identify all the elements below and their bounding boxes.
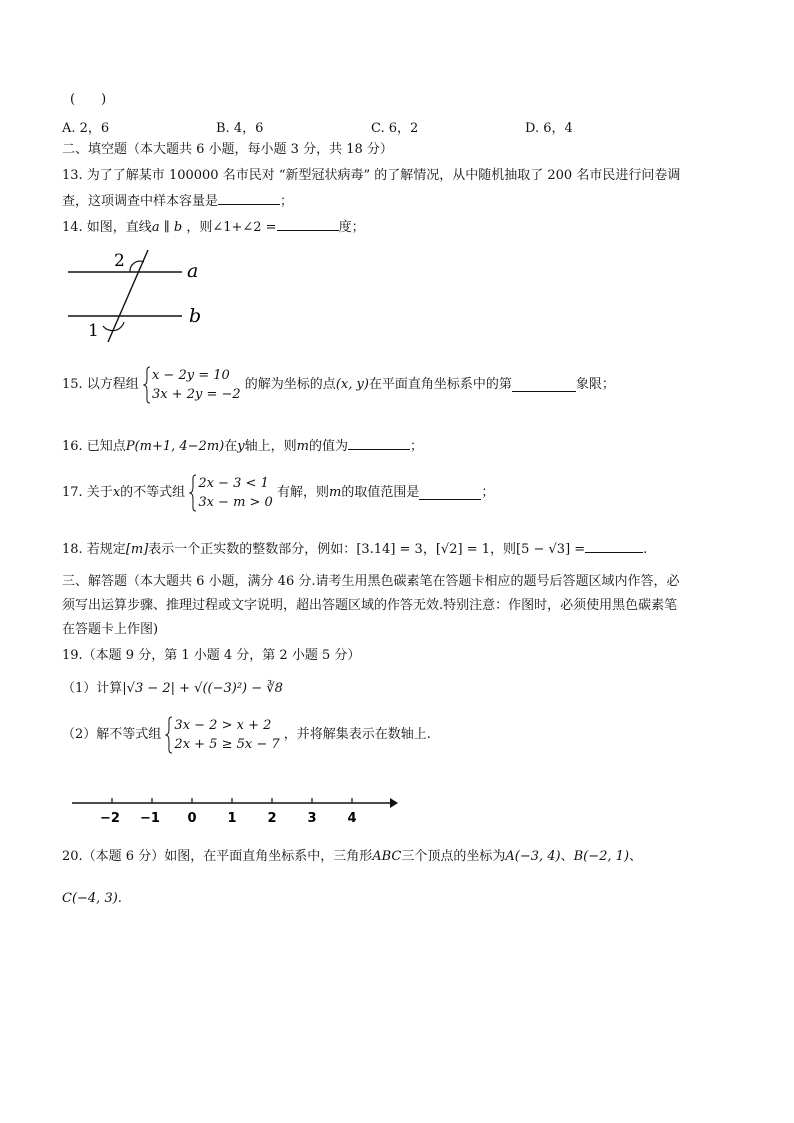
q16-mid: 在: [224, 439, 238, 454]
angle-label-2: 2: [114, 251, 125, 271]
tick-label: 2: [267, 811, 277, 826]
q15-prefix: 15. 以方程组: [62, 377, 139, 392]
tick-labels: [100, 811, 357, 826]
q20-point-c: C(−4, 3): [62, 891, 118, 906]
q18-ex1: [3.14] = 3: [356, 542, 423, 557]
axis-ticks: [112, 798, 352, 803]
q19-part2-prefix: （2）解不等式组: [62, 727, 162, 742]
tick-label: −2: [100, 811, 120, 826]
q20-abc: ABC: [372, 849, 402, 864]
q17-m: m: [328, 485, 342, 500]
q14-line: [62, 217, 365, 237]
q16-suffix: ；: [409, 439, 423, 454]
q13-line1: 13. 为了了解某市 100000 名市民对 “新型冠状病毒” 的了解情况，从中随机抽取了 200 名市民进行问卷调: [62, 168, 681, 183]
q15-mid2: 在平面直角坐标系中的第: [368, 377, 512, 392]
q15-suffix: 象限；: [575, 377, 615, 392]
q19-title: 19.（本题 9 分，第 1 小题 4 分，第 2 小题 5 分）: [62, 648, 361, 663]
brace-icon: [165, 716, 173, 754]
q15-eq1: x − 2y = 10: [151, 368, 230, 383]
q17-mid2: 有解，则: [276, 485, 329, 500]
q14-mid: ，则∠1+∠2 =: [182, 220, 277, 235]
section3-line2: 须写出运算步骤、推理过程或文字说明，超出答题区域的作答无效.特别注意：作图时，必须使用黑色碳素笔: [62, 598, 678, 613]
q13-line2: [62, 191, 293, 211]
q17-mid3: 的取值范围是: [341, 485, 420, 500]
q17-system: [189, 474, 273, 512]
parallel-lines-figure: [60, 246, 210, 344]
q19-part1-expr: |√3 − 2| + √((−3)²) − ∛8: [122, 681, 283, 696]
q12-paren: ( ): [70, 92, 107, 107]
q20-sep2: 、: [629, 849, 643, 864]
q19-eq2: 2x + 5 ≥ 5x − 7: [174, 737, 280, 752]
q18-ex2: [√2] = 1: [435, 542, 490, 557]
q16-y: y: [237, 439, 245, 454]
q18-ask: [5 − √3] =: [516, 542, 586, 557]
q19-eq1: 3x − 2 > x + 2: [174, 718, 272, 733]
q19-part1: [62, 680, 283, 698]
q15-line: [62, 366, 615, 404]
q14-prefix: 14. 如图，直线: [62, 220, 152, 235]
q19-part1-prefix: （1）计算: [62, 681, 123, 696]
tick-label: 0: [187, 811, 197, 826]
q20-line1: [62, 848, 642, 866]
q16-line: [62, 436, 423, 456]
line-label-a: a: [187, 260, 199, 282]
q18-line: [62, 539, 647, 559]
q17-eq2: 3x − m > 0: [198, 495, 273, 510]
q18-bracket-m: [m]: [125, 542, 149, 557]
q16-prefix: 16. 已知点: [62, 439, 126, 454]
q17-prefix: 17. 关于: [62, 485, 113, 500]
q12-option-d: D. 6，4: [525, 121, 573, 136]
q20-point-b: B(−2, 1): [573, 849, 630, 864]
q20-mid: 三个顶点的坐标为: [401, 849, 506, 864]
q20-sep: 、: [560, 849, 574, 864]
q18-mid2: ，则: [490, 542, 517, 557]
q20-end: .: [117, 891, 122, 906]
q15-system: [143, 366, 241, 404]
tick-label: 3: [307, 811, 317, 826]
q14-a: a: [151, 220, 160, 235]
q20-line2: [62, 890, 122, 908]
q12-option-b: B. 4，6: [216, 121, 264, 136]
axis-arrow-icon: [390, 798, 398, 808]
line-label-b: b: [189, 305, 202, 327]
q14-suffix: 度；: [338, 220, 365, 235]
q19-system: [165, 716, 279, 754]
q13-suffix: ；: [280, 194, 294, 209]
q12-option-c: C. 6，2: [371, 121, 419, 136]
brace-icon: [143, 366, 151, 404]
q16-answer-blank: [348, 436, 410, 450]
q16-mid3: 的值为: [308, 439, 348, 454]
q17-x: x: [112, 485, 121, 500]
q15-eq2: 3x + 2y = −2: [151, 387, 241, 402]
q20-point-a: A(−3, 4): [505, 849, 561, 864]
q15-mid: 的解为坐标的点: [244, 377, 336, 392]
tick-label: 4: [347, 811, 357, 826]
q15-answer-blank: [512, 378, 576, 392]
q16-mid2: 轴上，则: [244, 439, 297, 454]
q20-prefix: 20.（本题 6 分）如图，在平面直角坐标系中，三角形: [62, 849, 373, 864]
q17-eq1: 2x − 3 < 1: [198, 476, 269, 491]
section2-heading: 二、填空题（本大题共 6 小题，每小题 3 分，共 18 分）: [62, 142, 393, 157]
q14-parallel: ∥: [159, 220, 174, 235]
q18-mid: 表示一个正实数的整数部分，例如：: [148, 542, 357, 557]
section3-line1: 三、解答题（本大题共 6 小题，满分 46 分.请考生用黑色碳素笔在答题卡相应的题号后答题区域内作答，必: [62, 574, 680, 589]
q14-b: b: [173, 220, 183, 235]
q18-prefix: 18. 若规定: [62, 542, 126, 557]
q12-option-a: A. 2，6: [62, 121, 110, 136]
brace-icon: [189, 474, 197, 512]
angle-label-1: 1: [88, 321, 99, 341]
tick-label: 1: [227, 811, 237, 826]
q17-mid: 的不等式组: [120, 485, 186, 500]
q19-part2-suffix: ，并将解集表示在数轴上.: [283, 727, 431, 742]
tick-label: −1: [140, 811, 160, 826]
q18-suffix: .: [643, 542, 648, 557]
q13-answer-blank: [218, 191, 280, 205]
q18-answer-blank: [585, 539, 643, 553]
q17-suffix: ；: [481, 485, 495, 500]
q14-answer-blank: [277, 217, 339, 231]
q15-point: (x, y): [335, 377, 369, 392]
q16-m: m: [296, 439, 309, 454]
q17-answer-blank: [419, 486, 481, 500]
section3-line3: 在答题卡上作图): [62, 622, 159, 637]
q18-sep: ，: [422, 542, 436, 557]
q13-text: 查，这项调查中样本容量是: [62, 194, 219, 209]
q17-line: [62, 474, 494, 512]
q16-point: P(m+1, 4−2m): [125, 439, 225, 454]
number-line: [64, 790, 404, 830]
q19-part2: [62, 716, 431, 754]
